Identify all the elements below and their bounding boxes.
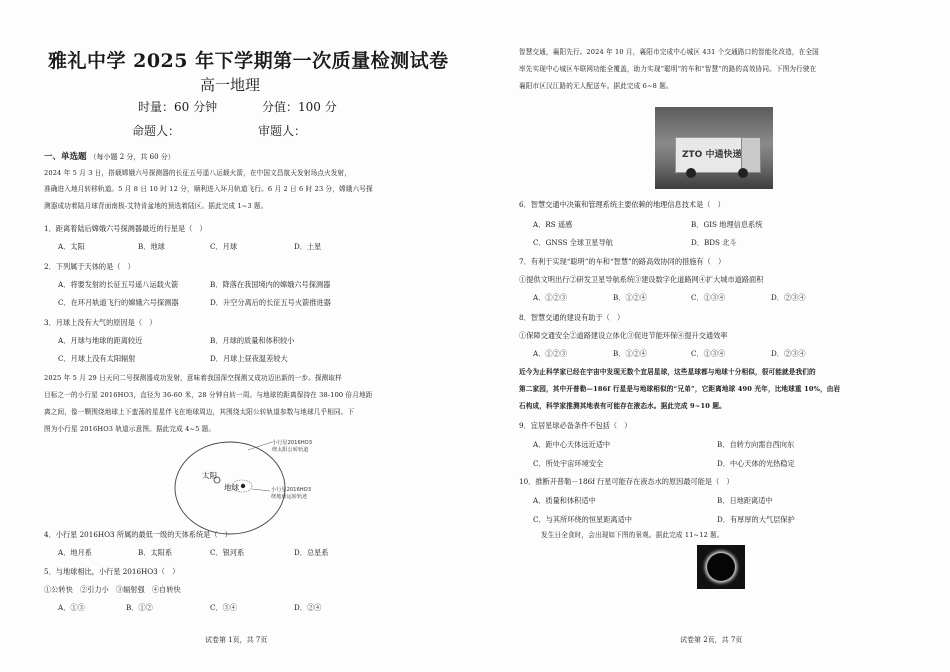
- passage-3-line-2: 率先实现中心城区车联网功能全覆盖，助力实现“聪明”的车和“智慧”的路的高效协同。下图为行驶在: [519, 65, 817, 73]
- question-6: 6．智慧交通中决策和管理系统主要依赖的地理信息技术是（ ）: [519, 200, 725, 209]
- delivery-truck: [675, 137, 761, 173]
- time-limit: 时量：60 分钟: [138, 100, 218, 114]
- question-7: 7．有利于实现“聪明”的车和“智慧”的路高效协同的措施有（ ）: [519, 257, 726, 266]
- label-earth: 地球: [224, 483, 239, 492]
- passage-2-line-2: 目标之一的小行星 2016HO3，直径为 36-60 米，28 分钟自转一周。与地球的距离保持在 38-100 倍月地距: [44, 391, 373, 399]
- orbit-diagram: [160, 436, 350, 536]
- q1-option-d: D．土星: [294, 242, 322, 251]
- q10-option-d: D．有厚厚的大气层保护: [717, 515, 795, 524]
- label-ho3-2: 绕地球运转轨迹: [271, 494, 308, 500]
- question-4: 4．小行星 2016HO3 所属的最低一级的天体系统是（ ）: [44, 530, 232, 539]
- question-10: 10．推断开普勒－186f 行星可能存在液态水的原因最可能是（ ）: [519, 477, 734, 486]
- passage-3-line-3: 襄阳市区汉江路的无人配送车。据此完成 6~8 题。: [519, 82, 673, 90]
- q8-option-a: A．①②③: [533, 349, 567, 358]
- q6-option-b: B．GIS 地理信息系统: [691, 220, 763, 229]
- q8-option-b: B．①②④: [613, 349, 648, 358]
- page-footer-2: 试卷第 2页，共 7页: [680, 636, 743, 644]
- section-title: 一、单选题: [44, 152, 87, 162]
- passage-3-line-1: 智慧交通，襄阳先行。2024 年 10 月，襄阳市完成中心城区 431 个交通路口的智能化改造，在全国: [519, 48, 819, 56]
- label-orbit-2: 绕太阳公转轨道: [272, 447, 309, 453]
- corona-ring: [707, 553, 735, 581]
- label-ho3: 小行星2016HO3: [271, 487, 312, 493]
- question-1: 1．距离着陆后嫦娥六号探测器最近的行星是（ ）: [44, 224, 207, 233]
- q8-option-c: C．①③④: [691, 349, 726, 358]
- ho3-leader: [252, 489, 270, 491]
- q6-option-c: C．GNSS 全球卫星导航: [533, 238, 613, 247]
- q2-option-a: A．将要发射的长征五号遥八运载火箭: [58, 280, 179, 289]
- q7-option-c: C．①③④: [691, 293, 726, 302]
- passage-2-line-4: 图为小行星 2016HO3 轨道示意图。据此完成 4~5 题。: [44, 425, 216, 433]
- q3-option-c: C．月球上没有太阳辐射: [58, 354, 136, 363]
- q3-option-a: A．月球与地球的距离较近: [58, 336, 143, 345]
- delivery-vehicle-photo: [655, 107, 773, 189]
- q10-option-c: C．与其所环绕的恒星距离适中: [533, 515, 632, 524]
- q9-option-d: D．中心天体的光热稳定: [717, 459, 795, 468]
- question-9: 9．宜居星球必备条件不包括（ ）: [519, 421, 632, 430]
- passage-4-line-3: 石构成，科学家推测其地表有可能存在液态水。据此完成 9~10 题。: [519, 402, 726, 410]
- q1-option-a: A．太阳: [58, 242, 85, 251]
- q2-option-c: C．在环月轨道飞行的嫦娥六号探测器: [58, 298, 179, 307]
- q2-option-d: D．升空分离后的长征五号火箭推进器: [210, 298, 331, 307]
- passage-1-line-3: 测器成功着陆月球背面南极-艾特肯盆地的预选着陆区。据此完成 1~3 题。: [44, 202, 268, 210]
- q10-option-a: A．质量和体积适中: [533, 496, 596, 505]
- q7-option-a: A．①②③: [533, 293, 567, 302]
- label-orbit: 小行星2016HO3: [272, 440, 313, 446]
- passage-2-line-1: 2025 年 5 月 29 日天问二号探测器成功发射，意味着我国深空探测又成功迈出新的一步。探测取样: [44, 374, 342, 382]
- full-score: 分值：100 分: [262, 100, 337, 114]
- q9-option-b: B．自转方向需自西向东: [717, 440, 795, 449]
- page-footer-1: 试卷第 1页，共 7页: [205, 636, 268, 644]
- passage-4-line-2: 第二家园，其中开普勒—186f 行星是与地球相似的“兄弟”，它距离地球 490 光年，比地球重 10%，由岩: [519, 385, 841, 393]
- q10-option-b: B．日地距离适中: [717, 496, 773, 505]
- question-2: 2．下列属于天体的是（ ）: [44, 262, 135, 271]
- passage-4-line-1: 近今为止科学家已经在宇宙中发现无数个宜居星球，这些星球都与地球十分相似，很可能就是我们的: [519, 368, 816, 376]
- section-heading: [44, 150, 175, 162]
- q7-statements: ①提供文明出行②研发卫星导航系统③建设数字化道路网④扩大城市道路面积: [519, 275, 764, 284]
- q4-option-a: A．地月系: [58, 548, 92, 557]
- q9-option-c: C．所处宇宙环境安全: [533, 459, 604, 468]
- q4-option-d: D．总星系: [294, 548, 329, 557]
- section-note: （每小题 2 分，共 60 分）: [89, 153, 175, 161]
- passage-5: 发生日全食时，会出现如下图的景观。据此完成 11~12 题。: [541, 531, 724, 539]
- q1-option-b: B．地球: [138, 242, 165, 251]
- passage-1-line-1: 2024 年 5 月 3 日，搭载嫦娥六号探测器的长征五号遥八运载火箭，在中国文昌航天发射场点火发射，: [44, 169, 352, 177]
- q5-option-b: B．①②: [126, 603, 153, 612]
- earth-marker: [241, 484, 245, 488]
- q5-option-c: C．③④: [210, 603, 238, 612]
- q5-statements: ①公转快 ②引力小 ③辐射强 ④自转快: [44, 585, 181, 594]
- q8-statements: ①保障交通安全②道路建设立体化③促进节能环保④提升交通效率: [519, 331, 728, 340]
- q9-option-a: A．距中心天体远近适中: [533, 440, 611, 449]
- q6-option-a: A．RS 遥感: [533, 220, 573, 229]
- solar-eclipse-photo: [697, 545, 745, 589]
- question-3: 3．月球上没有大气的原因是（ ）: [44, 318, 157, 327]
- question-8: 8．智慧交通的建设有助于（ ）: [519, 313, 625, 322]
- q7-option-d: D．②③④: [771, 293, 806, 302]
- passage-2-line-3: 离之间，像一颗围绕地球上下蛮荡的星星伴飞在地球周边，其围绕太阳公转轨道参数与地球几乎相同。下: [44, 408, 355, 416]
- exam-subtitle: 高一地理: [200, 76, 261, 94]
- q4-option-b: B．太阳系: [138, 548, 173, 557]
- wheel-icon: [738, 168, 748, 178]
- q5-option-d: D．②④: [294, 603, 322, 612]
- q1-option-c: C．月球: [210, 242, 238, 251]
- q4-option-c: C．银河系: [210, 548, 245, 557]
- q6-option-d: D．BDS 北斗: [691, 238, 737, 247]
- q3-option-b: B．月球的质量和体积较小: [210, 336, 295, 345]
- q8-option-d: D．②③④: [771, 349, 806, 358]
- q3-option-d: D．月球上昼夜温差较大: [210, 354, 288, 363]
- question-5: 5．与地球相比，小行星 2016HO3（ ）: [44, 567, 180, 576]
- setter-label: 命题人：: [132, 124, 181, 138]
- passage-1-line-2: 准确进入地月转移轨道。5 月 8 日 10 时 12 分，顺利进入环月轨道飞行。6 月 2 日 6 时 23 分，嫦娥六号探: [44, 185, 373, 193]
- wheel-icon: [686, 168, 696, 178]
- q2-option-b: B．降落在我国境内的嫦娥六号探测器: [210, 280, 331, 289]
- q7-option-b: B．①②④: [613, 293, 648, 302]
- exam-title: 雅礼中学 2025 年下学期第一次质量检测试卷: [48, 50, 449, 72]
- label-sun: 太阳: [202, 471, 217, 480]
- q5-option-a: A．①③: [58, 603, 85, 612]
- reviewer-label: 审题人：: [258, 124, 307, 138]
- truck-logo: ZTO 中通快递: [682, 150, 742, 160]
- page-2: [475, 0, 950, 672]
